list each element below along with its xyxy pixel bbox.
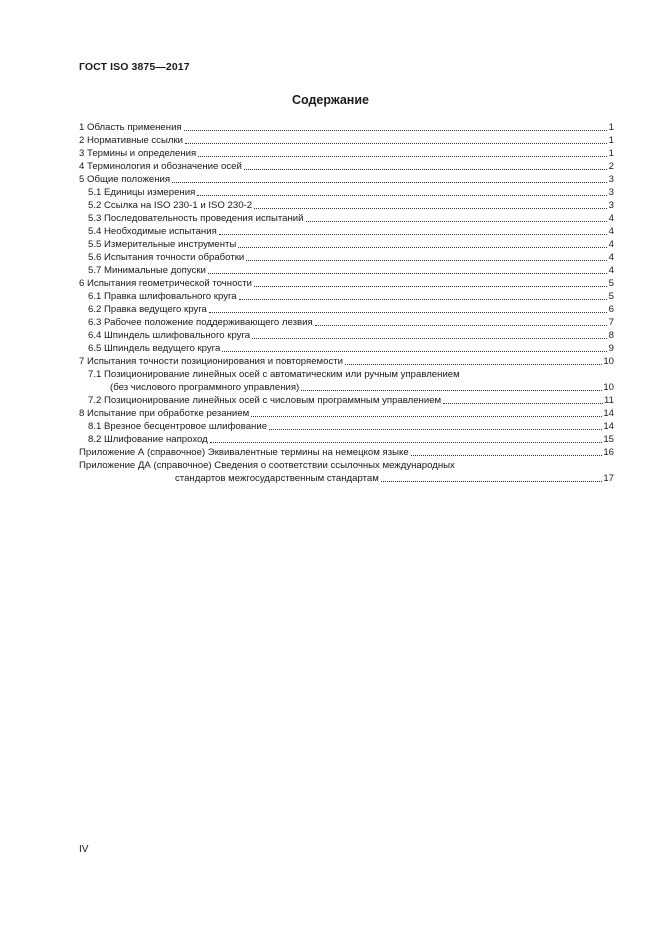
toc-entry-page: 4 (608, 252, 614, 263)
toc-entry-page: 4 (608, 265, 614, 276)
toc-entry-page: 17 (603, 473, 614, 484)
toc-entry-text: 1 Область применения (79, 122, 182, 133)
toc-entry-page: 1 (608, 122, 614, 133)
dot-leader (269, 429, 602, 430)
toc-entry-page: 3 (608, 187, 614, 198)
dot-leader (301, 390, 602, 391)
dot-leader (219, 234, 607, 235)
dot-leader (210, 442, 603, 443)
toc-entry-text: 8.2 Шлифование напроход (88, 434, 208, 445)
toc-entry-page: 4 (608, 213, 614, 224)
dot-leader (252, 338, 607, 339)
toc-entry-text: Приложение ДА (справочное) Сведения о соответствии ссылочных международных (79, 460, 455, 471)
toc-entry-text: 7 Испытания точности позиционирования и повторяемости (79, 356, 344, 367)
toc-entry-1[interactable] (79, 121, 614, 134)
toc-entry-page: 8 (608, 330, 614, 341)
toc-title: Содержание (291, 93, 369, 107)
page-number: IV (79, 844, 89, 855)
toc-entry-6-4[interactable] (79, 329, 614, 342)
toc-entry-page: 16 (603, 447, 614, 458)
toc-entry-7-1-continuation[interactable] (79, 381, 614, 394)
toc-entry-text: 7.2 Позиционирование линейных осей с числовым программным управлением (88, 395, 442, 406)
toc-entry-page: 14 (603, 421, 614, 432)
dot-leader (345, 364, 602, 365)
toc-entry-5-7[interactable] (79, 264, 614, 277)
toc-entry-page: 5 (608, 291, 614, 302)
toc-entry-8[interactable] (79, 407, 614, 420)
toc-entry-page: 7 (608, 317, 614, 328)
toc-entry-text: 5.1 Единицы измерения (88, 187, 196, 198)
toc-entry-6[interactable] (79, 277, 614, 290)
dot-leader (238, 247, 607, 248)
toc-entry-5-5[interactable] (79, 238, 614, 251)
toc-entry-text: 2 Нормативные ссылки (79, 135, 184, 146)
toc-entry-page: 10 (603, 382, 614, 393)
toc-entry-text: 5 Общие положения (79, 174, 171, 185)
toc-entry-3[interactable] (79, 147, 614, 160)
toc-entry-8-1[interactable] (79, 420, 614, 433)
dot-leader (197, 195, 607, 196)
toc-entry-5-2[interactable] (79, 199, 614, 212)
toc-entry-5-3[interactable] (79, 212, 614, 225)
toc-entry-text: Приложение А (справочное) Эквивалентные термины на немецком языке (79, 447, 409, 458)
toc-entry-text-continuation: стандартов межгосударственным стандартам (175, 473, 379, 484)
toc-entry-5[interactable] (79, 173, 614, 186)
toc-entry-page: 10 (603, 356, 614, 367)
toc-entry-text: 6.3 Рабочее положение поддерживающего лезвия (88, 317, 313, 328)
toc-entry-text: 5.7 Минимальные допуски (88, 265, 206, 276)
dot-leader (222, 351, 607, 352)
table-of-contents (79, 121, 614, 485)
dot-leader (172, 182, 607, 183)
toc-entry-7-2[interactable] (79, 394, 614, 407)
toc-entry-text: 3 Термины и определения (79, 148, 197, 159)
toc-entry-7-1[interactable] (79, 368, 614, 381)
toc-entry-page: 11 (604, 395, 614, 406)
toc-entry-text: 6 Испытания геометрической точности (79, 278, 252, 289)
dot-leader (251, 416, 602, 417)
toc-entry-text-continuation: (без числового программного управления) (110, 382, 300, 393)
dot-leader (443, 403, 603, 404)
document-code: ГОСТ ISO 3875—2017 (79, 61, 190, 73)
toc-entry-text: 7.1 Позиционирование линейных осей с автоматическим или ручным управлением (88, 369, 460, 380)
toc-entry-page: 2 (608, 161, 614, 172)
toc-entry-text: 8 Испытание при обработке резанием (79, 408, 250, 419)
dot-leader (381, 481, 602, 482)
dot-leader (246, 260, 607, 261)
toc-entry-5-4[interactable] (79, 225, 614, 238)
toc-entry-page: 9 (608, 343, 614, 354)
dot-leader (254, 208, 607, 209)
toc-entry-page: 4 (608, 239, 614, 250)
toc-entry-text: 6.1 Правка шлифовального круга (88, 291, 237, 302)
dot-leader (254, 286, 607, 287)
toc-entry-6-1[interactable] (79, 290, 614, 303)
toc-entry-6-2[interactable] (79, 303, 614, 316)
toc-entry-page: 3 (608, 174, 614, 185)
toc-entry-appendix-da-continuation[interactable] (79, 472, 614, 485)
toc-entry-text: 5.4 Необходимые испытания (88, 226, 217, 237)
toc-entry-7[interactable] (79, 355, 614, 368)
dot-leader (244, 169, 607, 170)
toc-entry-5-6[interactable] (79, 251, 614, 264)
toc-entry-page: 15 (603, 434, 614, 445)
dot-leader (306, 221, 607, 222)
toc-entry-4[interactable] (79, 160, 614, 173)
toc-entry-text: 8.1 Врезное бесцентровое шлифование (88, 421, 268, 432)
toc-entry-page: 1 (608, 148, 614, 159)
dot-leader (315, 325, 607, 326)
toc-entry-6-3[interactable] (79, 316, 614, 329)
toc-entry-page: 1 (608, 135, 614, 146)
dot-leader (198, 156, 607, 157)
toc-entry-page: 5 (608, 278, 614, 289)
dot-leader (185, 143, 607, 144)
dot-leader (239, 299, 607, 300)
toc-entry-page: 4 (608, 226, 614, 237)
toc-entry-page: 3 (608, 200, 614, 211)
dot-leader (208, 273, 607, 274)
toc-entry-text: 5.2 Ссылка на ISO 230-1 и ISO 230-2 (88, 200, 253, 211)
toc-entry-text: 4 Терминология и обозначение осей (79, 161, 242, 172)
toc-entry-text: 5.3 Последовательность проведения испытаний (88, 213, 304, 224)
toc-entry-text: 6.2 Правка ведущего круга (88, 304, 207, 315)
toc-entry-8-2[interactable] (79, 433, 614, 446)
toc-entry-text: 5.6 Испытания точности обработки (88, 252, 245, 263)
toc-entry-appendix-a[interactable] (79, 446, 614, 459)
toc-entry-6-5[interactable] (79, 342, 614, 355)
dot-leader (184, 130, 607, 131)
toc-entry-page: 6 (608, 304, 614, 315)
dot-leader (209, 312, 607, 313)
toc-entry-text: 5.5 Измерительные инструменты (88, 239, 237, 250)
toc-entry-text: 6.4 Шпиндель шлифовального круга (88, 330, 251, 341)
dot-leader (411, 455, 603, 456)
toc-entry-page: 14 (603, 408, 614, 419)
toc-entry-text: 6.5 Шпиндель ведущего круга (88, 343, 221, 354)
toc-entry-5-1[interactable] (79, 186, 614, 199)
toc-entry-appendix-da[interactable] (79, 459, 614, 472)
toc-entry-2[interactable] (79, 134, 614, 147)
